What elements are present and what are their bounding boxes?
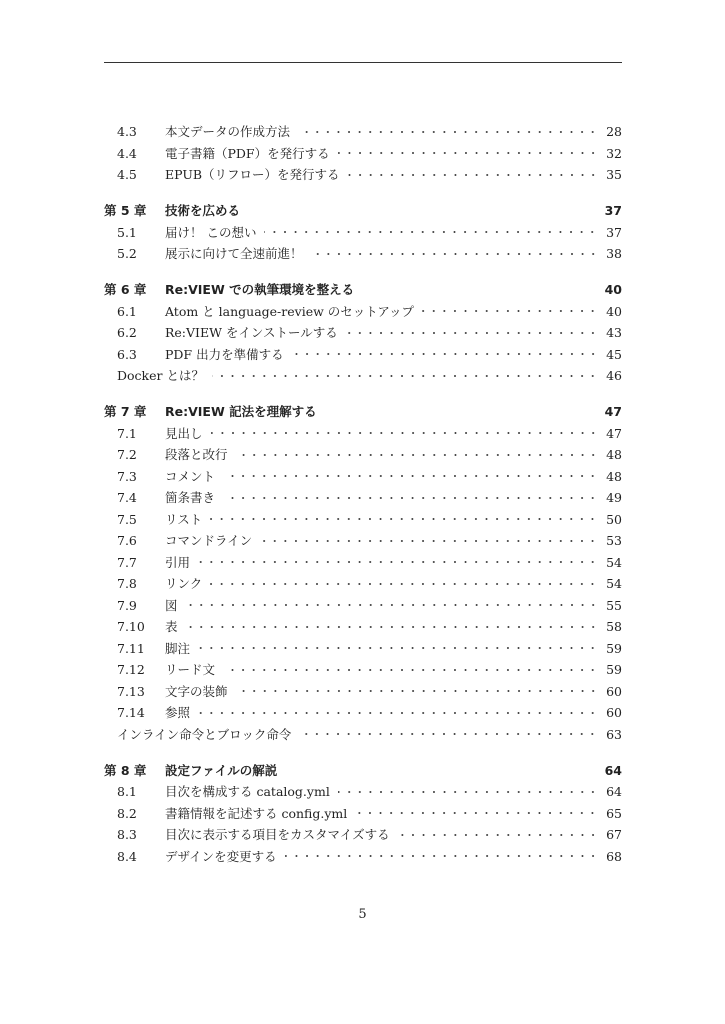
entry-page: 53: [606, 533, 622, 548]
entry-page: 37: [604, 203, 622, 218]
entry-page: 35: [606, 167, 622, 182]
entry-title: 参照: [165, 705, 191, 720]
toc-entry[interactable]: [104, 616, 622, 638]
dot-leader: [186, 602, 598, 608]
toc-entry[interactable]: [104, 595, 622, 617]
header-rule: [104, 62, 622, 63]
dot-leader: [210, 516, 598, 522]
dot-leader: [355, 810, 598, 816]
entry-page: 63: [606, 726, 622, 742]
entry-page: 60: [606, 683, 622, 699]
dot-leader: [212, 373, 598, 379]
entry-number: 7.4: [117, 490, 137, 505]
dot-leader: [198, 710, 598, 716]
toc-chapter-entry[interactable]: [104, 200, 622, 222]
dot-leader: [292, 351, 598, 357]
toc-entry[interactable]: [104, 724, 622, 746]
entry-number: 第 7 章: [104, 404, 147, 419]
dot-leader: [311, 251, 598, 257]
dot-leader: [236, 688, 598, 694]
entry-number: 7.13: [117, 683, 145, 699]
entry-page: 48: [606, 447, 622, 462]
entry-number: 7.6: [117, 533, 137, 548]
entry-page: 40: [604, 282, 622, 297]
entry-title: EPUB（リフロー）を発行する: [165, 167, 340, 182]
dot-leader: [325, 409, 597, 415]
dot-leader: [186, 624, 598, 630]
toc-entry[interactable]: [104, 466, 622, 488]
toc-entry[interactable]: [104, 365, 622, 387]
entry-number: 7.7: [117, 554, 137, 570]
table-of-contents: [104, 121, 622, 867]
entry-page: 37: [606, 224, 622, 240]
entry-title: 設定ファイルの解説: [165, 762, 278, 778]
entry-page: 64: [604, 762, 622, 778]
toc-entry[interactable]: [104, 702, 622, 724]
entry-page: 28: [606, 124, 622, 139]
entry-title: 表: [165, 619, 178, 634]
toc-chapter-entry[interactable]: [104, 401, 622, 423]
toc-entry[interactable]: [104, 638, 622, 660]
entry-page: 59: [606, 662, 622, 677]
entry-title: Re:VIEW をインストールする: [165, 325, 338, 340]
entry-number: 4.3: [117, 124, 137, 139]
entry-title: 見出し: [165, 425, 203, 441]
entry-page: 65: [606, 805, 622, 821]
dot-leader: [264, 229, 598, 235]
entry-title: 技術を広める: [165, 203, 241, 218]
entry-page: 60: [606, 705, 622, 720]
entry-title: Re:VIEW 記法を理解する: [165, 404, 317, 419]
toc-chapter-entry[interactable]: [104, 760, 622, 782]
dot-leader: [198, 559, 598, 565]
toc-entry[interactable]: [104, 509, 622, 531]
entry-page: 46: [606, 368, 622, 383]
toc-chapter-entry[interactable]: [104, 279, 622, 301]
dot-leader: [223, 473, 598, 479]
toc-entry[interactable]: [104, 301, 622, 323]
dot-leader: [362, 287, 596, 293]
entry-number: 8.1: [117, 784, 137, 799]
entry-title: 目次を構成する catalog.yml: [165, 784, 330, 799]
entry-title: 書籍情報を記述する config.yml: [165, 805, 348, 821]
entry-title: 脚注: [165, 640, 191, 656]
dot-leader: [260, 538, 598, 544]
entry-page: 49: [606, 490, 622, 505]
entry-title: Re:VIEW での執筆環境を整える: [165, 282, 355, 297]
entry-title: 目次に表示する項目をカスタマイズする: [165, 827, 390, 842]
toc-entry[interactable]: [104, 781, 622, 803]
entry-number: 8.4: [117, 848, 137, 864]
entry-number: 7.14: [117, 705, 145, 720]
dot-leader: [338, 789, 598, 795]
entry-page: 68: [606, 848, 622, 864]
toc-entry[interactable]: [104, 322, 622, 344]
entry-title: 図: [165, 597, 178, 613]
entry-title: リスト: [165, 511, 203, 527]
entry-number: 8.3: [117, 827, 137, 842]
entry-number: 7.12: [117, 662, 145, 677]
entry-number: 7.9: [117, 597, 137, 613]
dot-leader: [248, 208, 597, 214]
toc-entry[interactable]: [104, 824, 622, 846]
entry-title: デザインを変更する: [165, 848, 277, 864]
toc-entry[interactable]: [104, 659, 622, 681]
toc-entry[interactable]: [104, 552, 622, 574]
entry-title: 文字の装飾: [165, 683, 228, 699]
entry-title: 電子書籍（PDF）を発行する: [165, 145, 330, 161]
entry-number: 5.2: [117, 246, 137, 261]
entry-title: Atom と language-review のセットアップ: [165, 303, 415, 319]
entry-title: PDF 出力を準備する: [165, 346, 284, 362]
entry-page: 50: [606, 511, 622, 527]
entry-page: 47: [604, 404, 622, 419]
toc-entry[interactable]: [104, 803, 622, 825]
dot-leader: [299, 731, 598, 737]
dot-leader: [285, 767, 596, 773]
toc-entry[interactable]: [104, 846, 622, 868]
entry-number: 8.2: [117, 805, 137, 821]
entry-page: 67: [606, 827, 622, 842]
dot-leader: [285, 853, 598, 859]
entry-title: コメント: [165, 468, 216, 484]
entry-page: 48: [606, 468, 622, 484]
entry-title: 届け！ この想い: [165, 224, 257, 240]
dot-leader: [211, 430, 598, 436]
dot-leader: [223, 495, 598, 501]
dot-leader: [398, 832, 598, 838]
entry-title: 引用: [165, 554, 191, 570]
entry-number: 4.4: [117, 145, 137, 161]
entry-title: Docker とは？: [117, 368, 204, 383]
entry-page: 47: [606, 425, 622, 441]
entry-number: 6.2: [117, 325, 137, 340]
entry-number: 7.8: [117, 576, 137, 591]
entry-number: 7.2: [117, 447, 137, 462]
toc-entry[interactable]: [104, 344, 622, 366]
entry-number: 7.10: [117, 619, 145, 634]
dot-leader: [223, 667, 598, 673]
entry-number: 7.3: [117, 468, 137, 484]
entry-number: 6.1: [117, 303, 137, 319]
entry-page: 32: [606, 145, 622, 161]
dot-leader: [236, 452, 598, 458]
entry-number: 6.3: [117, 346, 137, 362]
toc-entry[interactable]: [104, 143, 622, 165]
entry-page: 54: [606, 554, 622, 570]
dot-leader: [346, 330, 598, 336]
dot-leader: [210, 581, 598, 587]
dot-leader: [298, 129, 598, 135]
entry-title: リンク: [165, 576, 203, 591]
entry-number: 第 6 章: [104, 282, 147, 297]
toc-entry[interactable]: [104, 681, 622, 703]
entry-number: 第 5 章: [104, 203, 147, 218]
entry-page: 45: [606, 346, 622, 362]
entry-page: 58: [606, 619, 622, 634]
entry-number: 7.11: [117, 640, 145, 656]
entry-number: 5.1: [117, 224, 137, 240]
page-number: 5: [358, 907, 367, 922]
entry-title: 展示に向けて全速前進！: [165, 246, 303, 261]
entry-page: 40: [606, 303, 622, 319]
entry-title: インライン命令とブロック命令: [117, 726, 292, 742]
entry-page: 54: [606, 576, 622, 591]
toc-entry[interactable]: [104, 164, 622, 186]
toc-entry[interactable]: [104, 530, 622, 552]
dot-leader: [348, 172, 598, 178]
dot-leader: [338, 150, 598, 156]
toc-entry[interactable]: [104, 243, 622, 265]
toc-entry[interactable]: [104, 121, 622, 143]
entry-page: 59: [606, 640, 622, 656]
entry-title: リード文: [165, 662, 216, 677]
dot-leader: [198, 645, 598, 651]
toc-entry[interactable]: [104, 444, 622, 466]
entry-title: 本文データの作成方法: [165, 124, 291, 139]
entry-number: 7.5: [117, 511, 137, 527]
toc-entry[interactable]: [104, 573, 622, 595]
entry-page: 38: [606, 246, 622, 261]
entry-title: 段落と改行: [165, 447, 228, 462]
entry-number: 7.1: [117, 425, 137, 441]
entry-title: 箇条書き: [165, 490, 216, 505]
entry-page: 43: [606, 325, 622, 340]
entry-number: 第 8 章: [104, 762, 147, 778]
toc-entry[interactable]: [104, 222, 622, 244]
entry-page: 55: [606, 597, 622, 613]
entry-page: 64: [606, 784, 622, 799]
toc-entry[interactable]: [104, 423, 622, 445]
entry-title: コマンドライン: [165, 533, 253, 548]
toc-entry[interactable]: [104, 487, 622, 509]
entry-number: 4.5: [117, 167, 137, 182]
dot-leader: [422, 308, 598, 314]
